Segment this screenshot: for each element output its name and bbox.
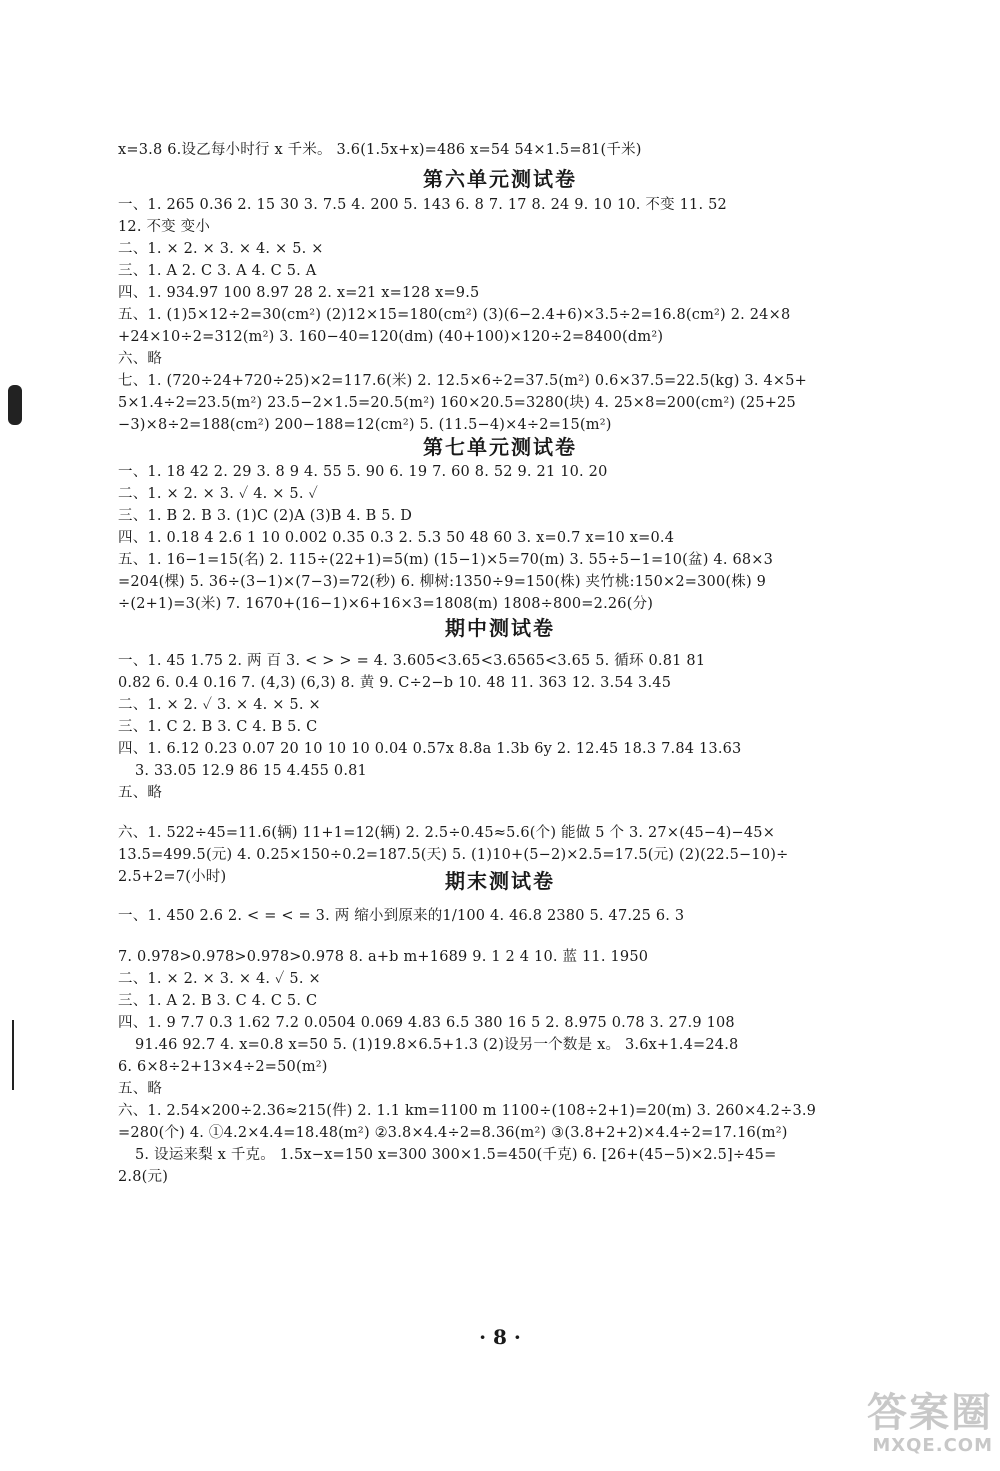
text-line: 三、1. A 2. C 3. A 4. C 5. A [118,263,317,279]
text-line: 三、1. C 2. B 3. C 4. B 5. C [118,719,318,735]
text-line: 13.5=499.5(元) 4. 0.25×150÷0.2=187.5(天) 5. (1)10+(5−2)×2.5=17.5(元) (2)(22.5−10)÷ [118,847,789,863]
text-line: 5. 设运来梨 x 千克。 1.5x−x=150 x=300 300×1.5=450(千克) 6. [26+(45−5)×2.5]÷45= [135,1147,777,1163]
scan-artifact [12,1020,14,1090]
text-line: 二、1. × 2. ✓ 3. × 4. × 5. × [118,697,321,713]
section-heading-unit-6: 第六单元测试卷 [423,167,577,191]
text-line: 四、1. 6.12 0.23 0.07 20 10 10 10 0.04 0.57x 8.8a 1.3b 6y 2. 12.45 18.3 7.84 13.63 [118,741,742,757]
text-line: 一、1. 45 1.75 2. 两 百 3. < > > = 4. 3.605<3.65<3.6565<3.65 5. 循环 0.81 81 [118,653,706,669]
watermark [808,1390,993,1465]
text-line: 一、1. 18 42 2. 29 3. 8 9 4. 55 5. 90 6. 19 7. 60 8. 52 9. 21 10. 20 [118,464,608,480]
text-line: 五、1. (1)5×12÷2=30(cm²) (2)12×15=180(cm²) (3)(6−2.4+6)×3.5÷2=16.8(cm²) 2. 24×8 [118,307,791,323]
section-heading-final: 期末测试卷 [445,869,555,893]
watermark-logo: 答案圈 [867,1390,993,1436]
text-line: 四、1. 0.18 4 2.6 1 10 0.002 0.35 0.3 2. 5.3 50 48 60 3. x=0.7 x=10 x=0.4 [118,530,675,546]
text-line: =280(个) 4. ①4.2×4.4=18.48(m²) ②3.8×4.4÷2=8.36(m²) ③(3.8+2+2)×4.4÷2=17.16(m²) [118,1125,788,1141]
text-line: 三、1. B 2. B 3. (1)C (2)A (3)B 4. B 5. D [118,508,413,524]
text-line: 七、1. (720÷24+720÷25)×2=117.6(米) 2. 12.5×6÷2=37.5(m²) 0.6×37.5=22.5(kg) 3. 4×5+ [118,373,808,389]
text-line: 六、1. 522÷45=11.6(辆) 11+1=12(辆) 2. 2.5÷0.45≈5.6(个) 能做 5 个 3. 27×(45−4)−45× [118,825,776,841]
text-line: 五、略 [118,1081,163,1097]
watermark-url: MXQE.COM [872,1435,993,1456]
text-line: =204(棵) 5. 36÷(3−1)×(7−3)=72(秒) 6. 柳树:1350÷9=150(株) 夹竹桃:150×2=300(株) 9 [118,574,767,590]
section-heading-midterm: 期中测试卷 [445,616,555,640]
text-line: 一、1. 450 2.6 2. < = < = 3. 两 缩小到原来的1/100 4. 46.8 2380 5. 47.25 6. 3 [118,908,685,924]
text-line: 五、略 [118,785,163,801]
text-line: 7. 0.978>0.978>0.978>0.978 8. a+b m+1689 9. 1 2 4 10. 蓝 11. 1950 [118,949,649,965]
text-line: 3. 33.05 12.9 86 15 4.455 0.81 [135,763,367,779]
text-line: ÷(2+1)=3(米) 7. 1670+(16−1)×6+16×3=1808(m) 1808÷800=2.26(分) [118,596,654,612]
text-line: 2.5+2=7(小时) [118,869,227,885]
text-line: 四、1. 9 7.7 0.3 1.62 7.2 0.0504 0.069 4.83 6.5 380 16 5 2. 8.975 0.78 3. 27.9 108 [118,1015,735,1031]
text-line: 六、略 [118,351,163,367]
section-heading-unit-7: 第七单元测试卷 [423,435,577,459]
text-line: −3)×8÷2=188(cm²) 200−188=12(cm²) 5. (11.5−4)×4÷2=15(m²) [118,417,612,433]
text-line: 6. 6×8÷2+13×4÷2=50(m²) [118,1059,328,1075]
page-number: · 8 · [479,1325,521,1349]
text-line: 三、1. A 2. B 3. C 4. C 5. C [118,993,318,1009]
text-line: 五、1. 16−1=15(名) 2. 115÷(22+1)=5(m) (15−1)×5=70(m) 3. 55÷5−1=10(盆) 4. 68×3 [118,552,774,568]
text-line: 12. 不变 变小 [118,219,211,235]
text-line: 一、1. 265 0.36 2. 15 30 3. 7.5 4. 200 5. 143 6. 8 7. 17 8. 24 9. 10 10. 不变 11. 52 [118,197,727,213]
text-line: 91.46 92.7 4. x=0.8 x=50 5. (1)19.8×6.5+1.3 (2)设另一个数是 x。 3.6x+1.4=24.8 [135,1037,739,1053]
text-line: 二、1. × 2. × 3. × 4. ✓ 5. × [118,971,321,987]
text-line: 二、1. × 2. × 3. ✓ 4. × 5. ✓ [118,486,319,502]
text-line: 2.8(元) [118,1169,169,1185]
text-line: 六、1. 2.54×200÷2.36≈215(件) 2. 1.1 km=1100 m 1100÷(108÷2+1)=20(m) 3. 260×4.2÷3.9 [118,1103,817,1119]
text-line: 四、1. 934.97 100 8.97 28 2. x=21 x=128 x=9.5 [118,285,480,301]
text-line: +24×10÷2=312(m²) 3. 160−40=120(dm) (40+100)×120÷2=8400(dm²) [118,329,664,345]
text-line: 0.82 6. 0.4 0.16 7. (4,3) (6,3) 8. 黄 9. C÷2−b 10. 48 11. 363 12. 3.54 3.45 [118,675,672,691]
text-line: 二、1. × 2. × 3. × 4. × 5. × [118,241,324,257]
text-line: 5×1.4÷2=23.5(m²) 23.5−2×1.5=20.5(m²) 160×20.5=3280(块) 4. 25×8=200(cm²) (25+25 [118,395,796,411]
text-line: x=3.8 6.设乙每小时行 x 千米。 3.6(1.5x+x)=486 x=54 54×1.5=81(千米) [118,142,642,158]
scan-artifact [8,385,22,425]
